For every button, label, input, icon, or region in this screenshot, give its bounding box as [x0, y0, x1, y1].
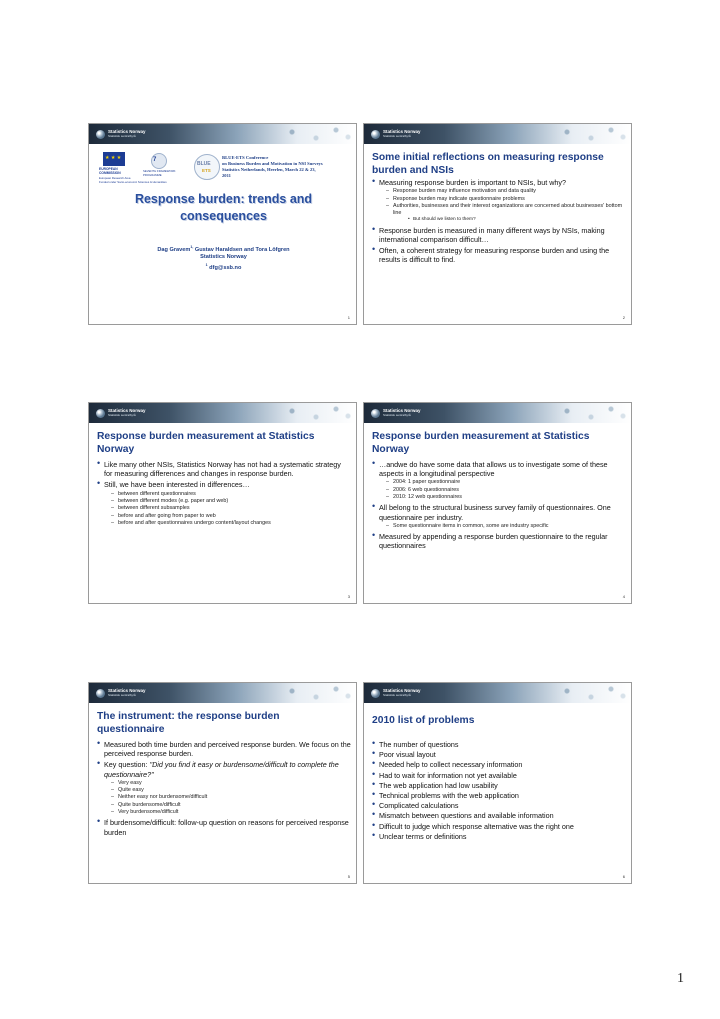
slide-title: Some initial reflections on measuring response burden and NSIs — [372, 152, 604, 176]
eu-label: EUROPEAN COMMISSION — [99, 167, 121, 175]
bullet-list — [372, 740, 626, 842]
list-item: • Difficult to judge which response alternative was the right one — [372, 822, 626, 831]
ssb-logo-icon — [371, 689, 380, 698]
slide-4 — [363, 402, 632, 604]
list-item: – Quite easy — [104, 787, 351, 794]
list-item: – Response burden may indicate questionnaire problems — [379, 196, 626, 203]
ssb-logo-icon — [96, 130, 105, 139]
blue-ets-logo-icon: BLUE ETS — [192, 152, 220, 180]
statistics-norway-logo: Statistics Norway Statistisk sentralbyrå — [96, 688, 146, 698]
ssb-logo-icon — [371, 130, 380, 139]
list-item: • Still, we have been interested in differences… – between different questionnaires – between different modes (e.g. paper and web) – between different subsamples – before and after going from paper to web – before and after questionnaires undergo content/layout changes — [97, 480, 351, 527]
list-item: • Response burden is measured in many different ways by NSIs, making international comparison difficult… — [372, 226, 626, 244]
slide-number: 5 — [347, 874, 350, 879]
list-item: • Measuring response burden is important to NSIs, but why? – Response burden may influence motivation and data quality – Response burden may indicate questionnaire problems – Authorities, businesses and their interest organizations are concerned about businesses' bottom line • But should we listen to them? — [372, 178, 626, 224]
slide-number: 3 — [347, 594, 350, 599]
list-item: • But should we listen to them? — [393, 217, 626, 223]
list-item: • Had to wait for information not yet available — [372, 771, 626, 780]
ssb-logo-icon — [371, 409, 380, 418]
conference-info: BLUE-ETS Conference on Business Burden and Motivation in NSI Surveys Statistics Netherlands, Heerlen, March 22 & 23, 2011 — [222, 155, 323, 178]
slide-title: Response burden measurement at Statistics Norway — [372, 431, 590, 455]
slide-title: The instrument: the response burden questionnaire — [97, 711, 280, 735]
list-item: • Complicated calculations — [372, 801, 626, 810]
authors-block: Dag Gravem$^{1,}$ Gustav Haraldsen and Tora Löfgren Statistics Norway $^1$ dfg@ssb.no — [157, 245, 290, 271]
list-item: • Poor visual layout — [372, 750, 626, 759]
eu-fp7-logos — [99, 152, 189, 182]
slide-number: 6 — [622, 874, 625, 879]
list-item: • …andwe do have some data that allows us to investigate some of these aspects in a longitudinal perspective – 2004: 1 paper questionnaire – 2006: 6 web questionnaires – 2010: 12 web questionnaires — [372, 460, 626, 501]
slide-1 — [88, 123, 357, 325]
list-item: • Mismatch between questions and available information — [372, 811, 626, 820]
list-item: • Technical problems with the web application — [372, 791, 626, 800]
slide-5 — [88, 682, 357, 884]
list-item: • Needed help to collect necessary information — [372, 760, 626, 769]
statistics-norway-logo: Statistics Norway Statistisk sentralbyrå — [96, 129, 146, 139]
list-item: • Measured both time burden and perceived response burden. We focus on the perceived response burden. — [97, 740, 351, 758]
list-item: – Response burden may influence motivation and data quality — [379, 188, 626, 195]
list-item: – between different modes (e.g. paper and web) — [104, 498, 351, 505]
list-item: – Very burdensome/difficult — [104, 809, 351, 816]
list-item: – 2004: 1 paper questionnaire — [379, 479, 626, 486]
list-item: • All belong to the structural business survey family of questionnaires. One questionnaire per industry. – Some questionnaire items in common, some are industry specific — [372, 503, 626, 530]
eu-flag-icon — [103, 152, 125, 166]
bullet-list — [372, 460, 626, 552]
eu-sub: European Research Area Funded under Socio-economic Sciences & Humanities — [99, 176, 167, 184]
bullet-list — [97, 740, 351, 839]
list-item: – between different questionnaires — [104, 491, 351, 498]
list-item: – 2006: 6 web questionnaires — [379, 487, 626, 494]
bullet-list — [372, 178, 626, 267]
statistics-norway-logo: Statistics Norway Statistisk sentralbyrå — [371, 688, 421, 698]
list-item: • Measured by appending a response burden questionnaire to the regular questionnaires — [372, 532, 626, 550]
slide-6 — [363, 682, 632, 884]
ssb-logo-icon — [96, 689, 105, 698]
list-item: • Like many other NSIs, Statistics Norway has not had a systematic strategy for measuring differences and changes in response burden. — [97, 460, 351, 478]
statistics-norway-logo: Statistics Norway Statistisk sentralbyrå — [371, 408, 421, 418]
ssb-logo-icon — [96, 409, 105, 418]
slide-number: 1 — [347, 315, 350, 320]
slide-number: 4 — [622, 594, 625, 599]
slide-2 — [363, 123, 632, 325]
slide-3 — [88, 402, 357, 604]
statistics-norway-logo: Statistics Norway Statistisk sentralbyrå — [371, 129, 421, 139]
slide-title: 2010 list of problems — [372, 715, 475, 726]
slide-number: 2 — [622, 315, 625, 320]
list-item: • The web application had low usability — [372, 781, 626, 790]
list-item: – Authorities, businesses and their interest organizations are concerned about businesses' bottom line • But should we listen to them? — [379, 203, 626, 224]
list-item: – before and after going from paper to web — [104, 513, 351, 520]
list-item: – Some questionnaire items in common, some are industry specific — [379, 523, 626, 530]
list-item: • Often, a coherent strategy for measuring response burden and using the results is difficult to find. — [372, 246, 626, 264]
slide-title: Response burden measurement at Statistics Norway — [97, 431, 315, 455]
bullet-list — [97, 460, 351, 529]
list-item: • Key question: "Did you find it easy or burdensome/difficult to complete the questionnaire?" – Very easy – Quite easy – Neither easy nor burdensome/difficult – Quite burdensome/difficult – Very burdensome/difficult — [97, 760, 351, 816]
statistics-norway-logo: Statistics Norway Statistisk sentralbyrå — [96, 408, 146, 418]
list-item: – before and after questionnaires undergo content/layout changes — [104, 520, 351, 527]
page-number: 1 — [677, 971, 684, 986]
fp7-text: SEVENTH FRAMEWORK PROGRAMME — [143, 169, 176, 177]
list-item: – Very easy — [104, 780, 351, 787]
list-item: – Neither easy nor burdensome/difficult — [104, 794, 351, 801]
list-item: – 2010: 12 web questionnaires — [379, 494, 626, 501]
list-item: • If burdensome/difficult: follow-up question on reasons for perceived response burden — [97, 818, 351, 836]
fp7-logo-icon: 7 — [151, 153, 167, 169]
list-item: • The number of questions — [372, 740, 626, 749]
list-item: – Quite burdensome/difficult — [104, 802, 351, 809]
presentation-title: Response burden: trends and consequences — [134, 192, 313, 223]
list-item: • Unclear terms or definitions — [372, 832, 626, 841]
list-item: – between different subsamples — [104, 505, 351, 512]
